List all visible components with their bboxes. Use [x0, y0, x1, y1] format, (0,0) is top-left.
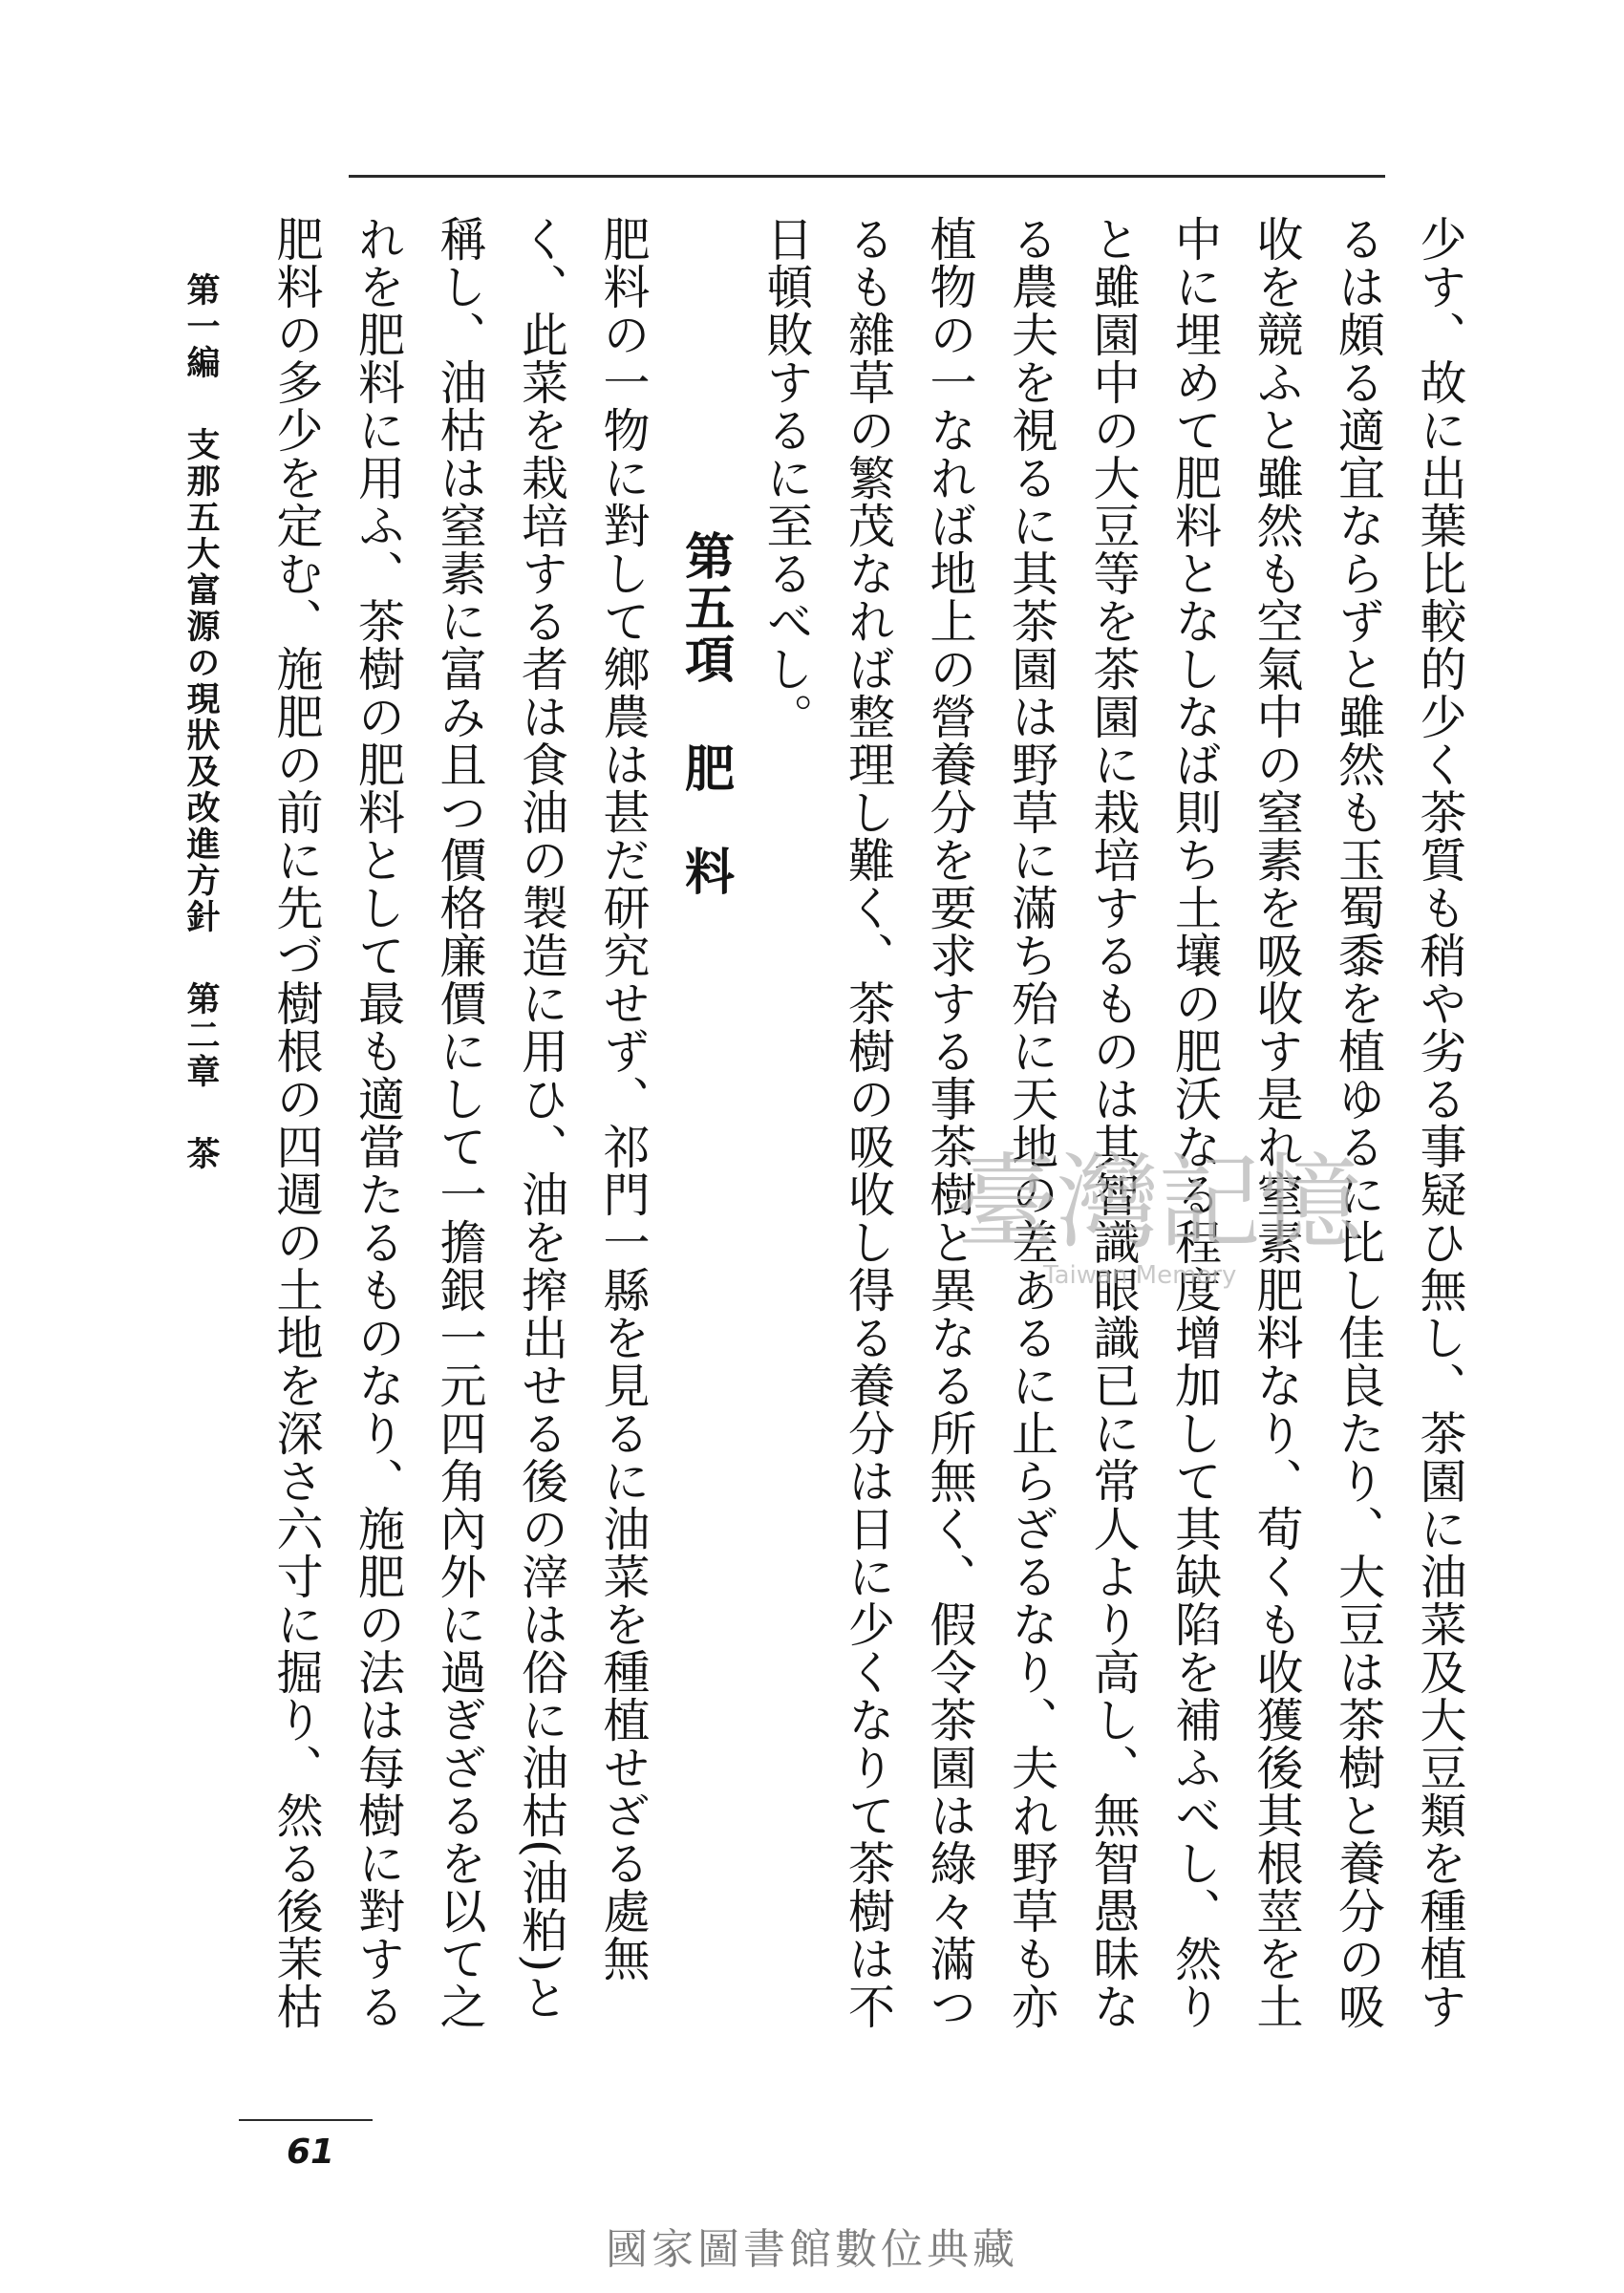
running-footer	[167, 272, 224, 1438]
watermark-text: 臺灣記憶	[955, 1144, 1361, 1263]
footer-chapter: 第二章	[182, 981, 221, 1090]
footer-chapter-subject: 茶	[182, 1136, 221, 1172]
body-text	[258, 215, 1481, 2054]
footer-book-title: 支那五大富源の現狀及改進方針	[182, 427, 221, 935]
footer-part: 第一編	[182, 272, 221, 381]
top-rule	[349, 175, 1385, 178]
paragraph-1: 少す、故に出葉比較的少く茶質も稍や劣る事疑ひ無し、茶園に油菜及大豆類を種植するは頗る適宜ならずと雖然も玉蜀黍を植ゆるに比し佳良たり、大豆は茶樹と養分の吸收を競ふと雖然も空氣中の窒素を吸收す是れ窒素肥料なり、荀くも收獲後其根莖を土中に埋めて肥料となしなば則ち土壤の肥沃なる程度增加して其缺陷を補ふべし、然りと雖園中の大豆等を茶園に栽培するものは其智識眼識已に常人より高し、無智愚昧なる農夫を視るに其茶園は野草に滿ち殆に天地の差あるに止らざるなり、夫れ野草も亦植物の一なれば地上の營養分を要求する事茶樹と異なる所無く、假令茶園は綠々滿つるも雜草の繁茂なれば整理し難く、茶樹の吸收し得る養分は日に少くなりて茶樹は不日頓敗するに至るべし。	[759, 215, 1467, 2030]
page-number-rule	[239, 2119, 373, 2121]
section-heading	[664, 215, 746, 2054]
library-label: 國家圖書館數位典藏	[606, 2225, 1018, 2274]
section-heading-title: 肥 料	[675, 742, 735, 897]
page-number: 61	[287, 2132, 335, 2172]
section-heading-number: 第五項	[675, 530, 735, 685]
paragraph-2: 肥料の一物に對して鄉農は甚だ研究せず、祁門一縣を見るに油菜を種植せざる處無く、此菜を栽培する者は食油の製造に用ひ、油を搾出せる後の滓は俗に油枯(油粕)と稱し、油枯は窒素に富み且つ價格廉價にして一擔銀一元四角內外に過ぎざるを以て之れを肥料に用ふ、茶樹の肥料として最も適當たるものなり、施肥の法は每樹に對する肥料の多少を定む、施肥の前に先づ樹根の四週の土地を深さ六寸に掘り、然る後茉枯	[269, 215, 651, 2030]
watermark-subtext: Taiwan Memory	[1043, 1261, 1237, 1290]
